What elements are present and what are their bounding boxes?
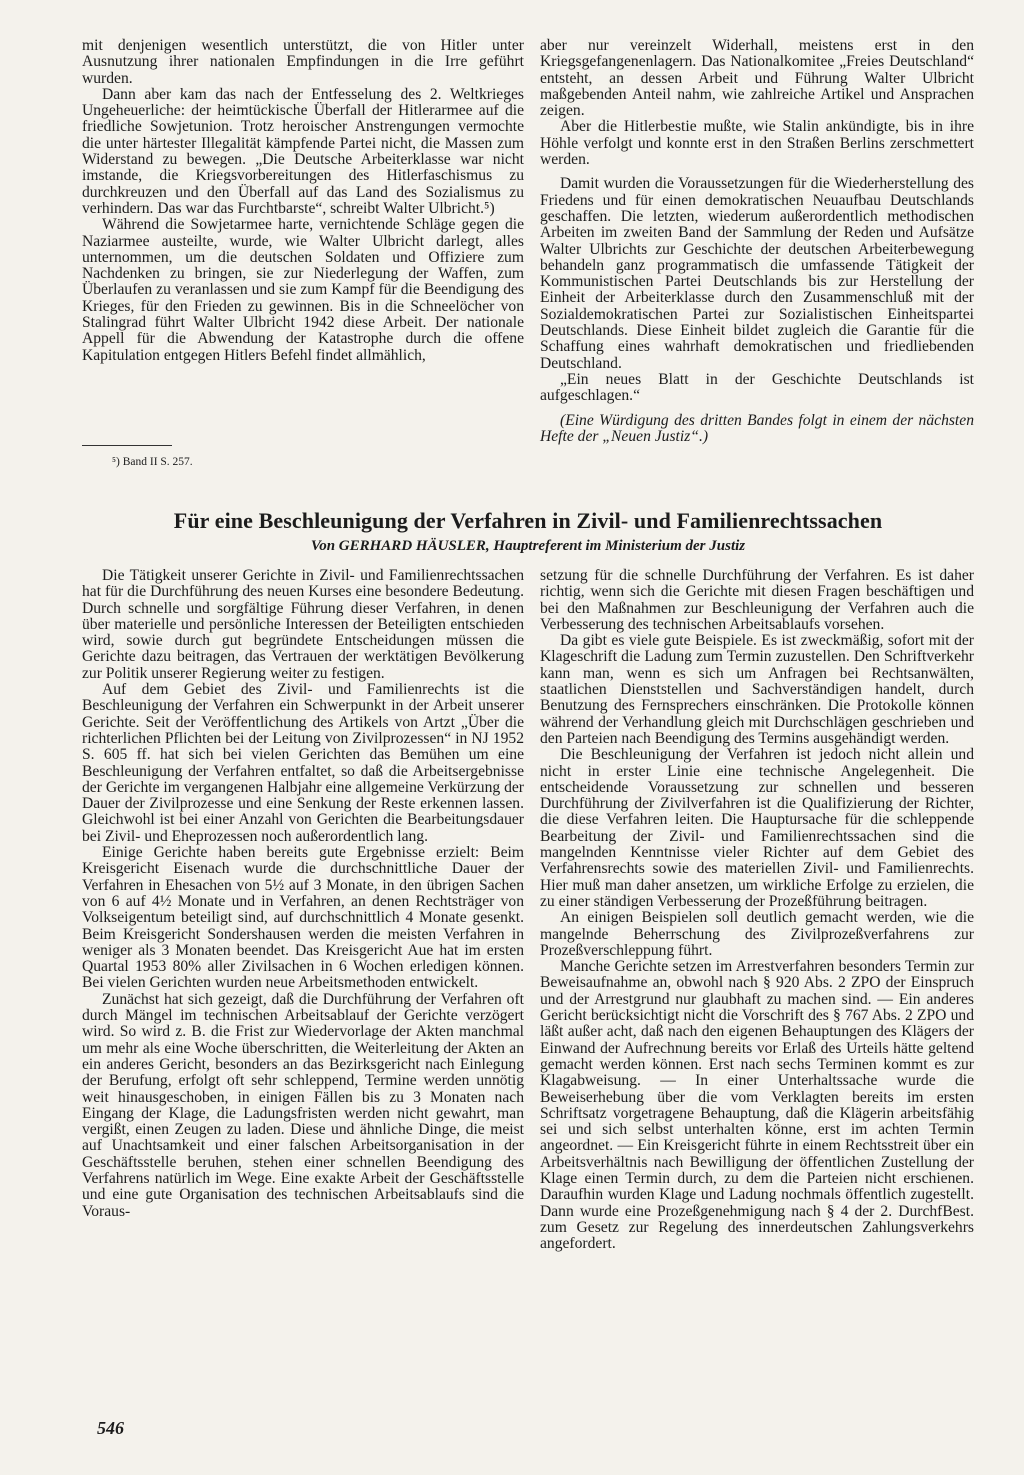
paragraph: Die Tätigkeit unserer Gerichte in Zivil- und Familienrechtssachen hat für die Durchführung des neuen Kurses eine besondere Bedeutung. Durch schnelle und sorgfältige Führung dieser Verfahren, in denen über materielle und persönliche Interessen der Beteiligten entschieden wird, sowie durch gut begründete Entscheidungen müssen die Gerichte dazu beitragen, das Vertrauen der werktätigen Bevölkerung zur Politik unserer Regierung weiter zu festigen. — [82, 567, 524, 682]
paragraph: Die Beschleunigung der Verfahren ist jedoch nicht allein und nicht in erster Linie eine technische Angelegenheit. Die entscheidende Voraussetzung zur schnellen und besseren Durchführung der Zivilverfahren ist die Qualifizierung der Richter, die diese Verfahren leiten. Die Hauptursache für die schleppende Bearbeitung der Zivil- und Familienrechtssachen sind die mangelnden Kenntnisse vieler Richter auf dem Gebiet des Verfahrensrechts sowie des materiellen Zivil- und Familienrechts. Hier muß man daher ansetzen, um wirkliche Erfolge zu erzielen, die zu einer ständigen Verbesserung der Prozeßführung beitragen. — [540, 746, 974, 910]
paragraph: Dann aber kam das nach der Entfesselung des 2. Weltkrieges Ungeheuerliche: der heimtückische Überfall der Hitlerarmee auf die friedliche Sowjetunion. Trotz heroischer Anstrengungen vermochte die unter härtester Illegalität kämpfende Partei nicht, die Massen zum Widerstand zu bewegen. „Die Deutsche Arbeiterklasse war nicht imstande, die Kriegsvorbereitungen des Hitlerfaschismus zu durchkreuzen und den Überfall auf das Land des Sozialismus zu verhindern. Das war das Furchtbarste“, schreibt Walter Ulbricht.⁵) — [82, 85, 524, 217]
footnote: ⁵) Band II S. 257. — [112, 456, 193, 468]
bottom-right-column — [540, 568, 974, 1252]
paragraph: aber nur vereinzelt Widerhall, meistens erst in den Kriegsgefangenenlagern. Das Nationalkomitee „Freies Deutschland“ entsteht, an dessen Arbeit und Führung Walter Ulbricht maßgebenden Anteil nahm, wie zahlreiche Artikel und Ansprachen zeigen. — [540, 37, 974, 120]
paragraph: Manche Gerichte setzen im Arrestverfahren besonders Termin zur Beweisaufnahme an, obwohl nach § 920 Abs. 2 ZPO der Einspruch und der Arrestgrund nur glaubhaft zu machen sind. — Ein anderes Gericht berücksichtigt nicht die Vorschrift des § 767 Abs. 2 ZPO und läßt außer acht, daß nach den eigenen Behauptungen des Klägers der Einwand der Aufrechnung bereits vor Erlaß des Urteils hätte geltend gemacht werden können. Erst nach sechs Terminen kommt es zur Klagabweisung. — In einer Unterhaltssache wurde die Beweiserhebung über die vom Verklagten bereits im ersten Schriftsatz vorgetragene Behauptung, daß die Klägerin arbeitsfähig sei und sich selbst unterhalten könne, erst im achten Termin angeordnet. — Ein Kreisgericht führte in einem Rechtsstreit über ein Arbeitsverhältnis nach Bewilligung der öffentlichen Zustellung der Klage einen Termin durch, zu dem die Parteien nicht erschienen. Daraufhin wurden Klage und Ladung nochmals öffentlich zugestellt. Dann wurde eine Prozeßgenehmigung nach § 4 der 2. DurchfBest. zum Gesetz zur Regelung des innerdeutschen Zahlungsverkehrs angefordert. — [540, 958, 974, 1253]
top-right-column — [540, 38, 974, 445]
article-byline: Von GERHARD HÄUSLER, Hauptreferent im Ministerium der Justiz — [310, 538, 746, 554]
paragraph: Während die Sowjetarmee harte, vernichtende Schläge gegen die Naziarmee austeilte, wurde, wie Walter Ulbricht darlegt, alles unternommen, um die deutschen Soldaten und Offiziere zum Nachdenken zu bringen, sie zur Niederlegung der Waffen, zum Überlaufen zu veranlassen und sie zum Kampf für die Beendigung des Krieges, für den Frieden zu gewinnen. Bis in die Schneelöcher von Stalingrad führt Walter Ulbricht 1942 diese Arbeit. Der nationale Appell für die Abwendung der Katastrophe durch die offene Kapitulation entgegen Hitlers Befehl findet allmählich, — [82, 216, 524, 364]
quote: „Ein neues Blatt in der Geschichte Deutschlands ist aufgeschlagen.“ — [540, 370, 974, 405]
top-left-column — [82, 38, 524, 364]
paragraph: setzung für die schnelle Durchführung der Verfahren. Es ist daher richtig, wenn sich die Gerichte mit diesen Fragen beschäftigen und bei den Maßnahmen zur Beschleunigung der Verfahren auch die Verbesserung des technischen Arbeitsablaufs vorsehen. — [540, 567, 974, 633]
paragraph: mit denjenigen wesentlich unterstützt, die von Hitler unter Ausnutzung ihrer nationalen Empfindungen in die Irre geführt wurden. — [82, 37, 524, 87]
paragraph: An einigen Beispielen soll deutlich gemacht werden, wie die mangelnde Beherrschung des Zivilprozeßverfahrens zur Prozeßverschleppung führt. — [540, 909, 974, 959]
paragraph: Auf dem Gebiet des Zivil- und Familienrechts ist die Beschleunigung der Verfahren ein Schwerpunkt in der Arbeit unserer Gerichte. Seit der Veröffentlichung des Artikels von Artzt „Über die richterlichen Pflichten bei der Leitung von Zivilprozessen“ in NJ 1952 S. 605 ff. hat sich bei vielen Gerichten das Bemühen um eine Beschleunigung der Verfahren entfaltet, so daß die Arbeitsergebnisse der Gerichte im vergangenen Halbjahr eine allgemeine Verkürzung der Dauer der Zivilprozesse und eine Senkung der Reste erkennen lassen. Gleichwohl ist bei einer Anzahl von Gerichten die Bearbeitungsdauer bei Zivil- und Eheprozessen noch außerordentlich lang. — [82, 681, 524, 845]
footnote-rule — [82, 445, 172, 446]
article-title: Für eine Beschleunigung der Verfahren in Zivil- und Familienrechtssachen — [173, 508, 883, 533]
paragraph: Da gibt es viele gute Beispiele. Es ist zweckmäßig, sofort mit der Klageschrift die Ladung zum Termin zuzustellen. Den Schriftverkehr kann man, wenn es sich um Anfragen bei Rechtsanwälten, staatlichen Dienststellen und Sachverständigen handelt, durch Benutzung des Fernsprechers einschränken. Die Protokolle können während der Verhandlung gleich mit Durchschlägen geschrieben und den Parteien nach Beendigung des Termins ausgehändigt werden. — [540, 632, 974, 747]
paragraph: Aber die Hitlerbestie mußte, wie Stalin ankündigte, bis in ihre Höhle verfolgt und konnte erst in den Straßen Berlins zerschmettert werden. — [540, 118, 974, 169]
paragraph: Zunächst hat sich gezeigt, daß die Durchführung der Verfahren oft durch Mängel im technischen Arbeitsablauf der Gerichte verzögert wird. So wird z. B. die Frist zur Wiedervorlage der Akten manchmal um mehr als eine Woche überschritten, die Weiterleitung der Akten an ein anderes Gericht, besonders an das Bezirksgericht nach Einlegung der Berufung, erfolgt oft sehr schleppend, Termine werden unnötig weit hinausgeschoben, in einigen Fällen bis zu 3 Monaten nach Eingang der Klage, die Ladungsfristen werden nicht gewahrt, man vergißt, einen Zeugen zu laden. Diese und ähnliche Dinge, die meist auf Unachtsamkeit und einer falschen Arbeitsorganisation in der Geschäftsstelle beruhen, stehen einer schnellen Beendigung des Verfahrens natürlich im Wege. Eine exakte Arbeit der Geschäftsstelle und eine gute Organisation des technischen Arbeitsablaufs sind die Voraus- — [82, 990, 524, 1220]
page-number: 546 — [97, 1418, 124, 1438]
paragraph: Einige Gerichte haben bereits gute Ergebnisse erzielt: Beim Kreisgericht Eisenach wurde die durchschnittliche Dauer der Verfahren in Ehesachen von 5½ auf 3 Monate, in den übrigen Sachen von 6 auf 4½ Monate und in Verfahren, an denen Rechtsträger von Volkseigentum beteiligt sind, auf durchschnittlich 4 Monate gesenkt. Beim Kreisgericht Sondershausen werden die meisten Verfahren in weniger als 3 Monaten beendet. Das Kreisgericht Aue hat im ersten Quartal 1953 80% aller Zivilsachen in 6 Wochen erledigen können. Bei vielen Gerichten wurden neue Arbeitsmethoden entwickelt. — [82, 844, 524, 992]
editorial-note: (Eine Würdigung des dritten Bandes folgt in einem der nächsten Hefte der „Neuen Justiz“.) — [540, 411, 974, 445]
bottom-left-column — [82, 568, 524, 1220]
paragraph: Damit wurden die Voraussetzungen für die Wiederherstellung des Friedens und für einen demokratischen Neuaufbau Deutschlands geschaffen. Die letzten, wiederum außerordentlich methodischen Arbeiten im zweiten Band der Sammlung der Reden und Aufsätze Walter Ulbrichts zur Geschichte der deutschen Arbeiterbewegung behandeln ganz programmatisch die umfassende Tätigkeit der Kommunistischen Partei Deutschlands bis zur Herstellung der Einheit der Arbeiterklasse durch den Zusammenschluß mit der Sozialdemokratischen Partei zur Sozialistischen Einheitspartei Deutschlands. Diese Einheit bildet zugleich die Garantie für die Schaffung eines wahrhaft demokratischen und friedliebenden Deutschland. — [540, 175, 974, 372]
